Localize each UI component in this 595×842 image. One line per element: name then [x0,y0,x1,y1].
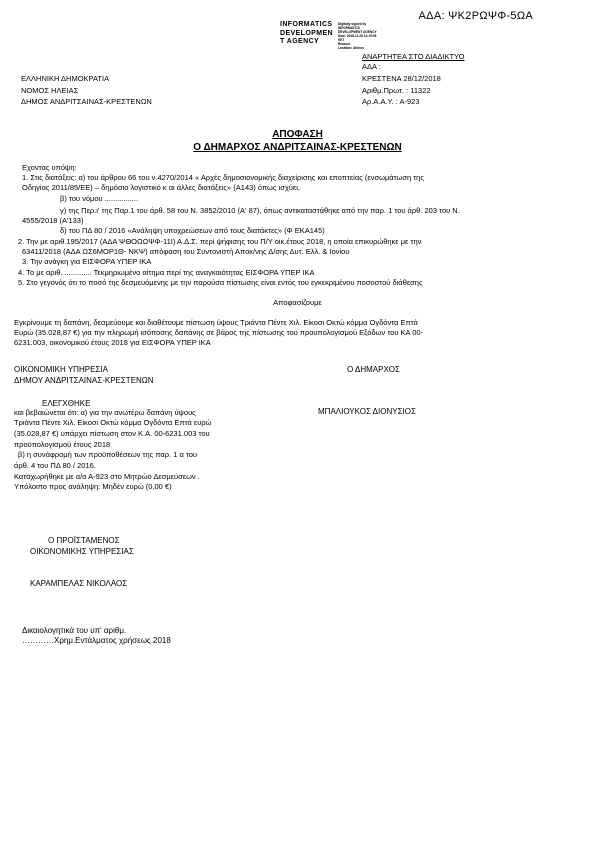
checked-label: ΕΛΕΓΧΘΗΚΕ [42,399,91,408]
head-label: Ο ΠΡΟΪΣΤΑΜΕΝΟΣ [48,536,120,545]
consideration-2-line: 2. Την με αριθ.195/2017 (ΑΔΑ ΨΘΟΩΩΨΦ-11Ι) Α.Δ.Σ. περί ψήφισης του Π/Υ οικ.έτους 2018, η οποία επικυρώθηκε με την [18,237,422,246]
mayor-label: Ο ΔΗΜΑΡΧΟΣ [347,365,400,374]
document-title [0,128,595,141]
document-subtitle [0,141,595,154]
stamp-detail: Location: Athens [338,46,364,50]
stamp-line: INFORMATICS [280,21,333,28]
decision-line: Εγκρίνουμε τη δαπάνη, δεσμεύουμε και διαθέτουμε πίστωση ύψους Τριάντα Πέντε Χιλ. Είκοσι Οκτώ κόμμα Ογδόντα Επτά [14,318,418,327]
ada-header: ΑΔΑ: ΨΚ2ΡΩΨΦ-5ΩΑ [418,10,533,22]
issuer-republic: ΕΛΛΗΝΙΚΗ ΔΗΜΟΚΡΑΤΙΑ [21,74,110,83]
place-date: ΚΡΕΣΤΕΝΑ 28/12/2018 [362,74,441,83]
stamp-detail: Date: 2018.12.28 14:19:09 [338,34,377,38]
consideration-2-line: 63411/2018 (ΑΔΑ ΩΣ6ΜΟΡ1Θ- ΝΚΨ) απόφαση του Συντονιστή Αποκ/νης Δ/σης Δυτ. Ελλ. & Ιονίου [22,247,350,256]
consideration-3: 3. Την ανάγκη για ΕΙΣΦΟΡΑ ΥΠΕΡ ΙΚΑ [22,257,152,266]
stamp-line: T AGENCY [280,38,320,45]
finance-municipality-label: ΔΗΜΟΥ ΑΝΔΡΙΤΣΑΙΝΑΣ-ΚΡΕΣΤΕΝΩΝ [14,376,154,385]
mayor-name: ΜΠΑΛΙΟΥΚΟΣ ΔΙΟΝΥΣΙΟΣ [318,407,416,416]
issuer-municipality: ΔΗΜΟΣ ΑΝΔΡΙΤΣΑΙΝΑΣ-ΚΡΕΣΤΕΝΩΝ [21,97,152,106]
head-name: ΚΑΡΑΜΠΕΛΑΣ ΝΙΚΟΛΑΟΣ [30,579,128,588]
document-title-text: ΑΠΟΦΑΣΗ [272,129,323,140]
consideration-1-line: 4555/2018 (Α'133) [22,216,84,225]
consideration-4: 4. Το με αριθ. ............. Τεκμηριωμένο αίτημα περί της αναγκαιότητας ΕΙΣΦΟΡΑ ΥΠΕΡ ΙΚΑ [18,268,315,277]
footer-supporting-docs: Δικαιολογητικά του υπ' αριθμ. [22,626,127,635]
check-line: (35.028,87 €) υπάρχει πίστωση στον Κ.Α. 00-6231.003 του [14,429,210,438]
check-line: Καταχωρήθηκε με α/α Α-923 στο Μητρώο Δεσμεύσεων . [14,472,200,481]
stamp-detail: DEVELOPMENT AGENCY [338,30,377,34]
stamp-detail: Reason: [338,42,351,46]
consideration-1-line: δ) του ΠΔ 80 / 2016 «Ανάληψη υποχρεώσεων από τους διατάκτες» (Φ ΕΚΑ145) [60,226,325,235]
stamp-line: DEVELOPMEN [280,29,334,37]
issuer-prefecture: ΝΟΜΟΣ ΗΛΕΙΑΣ [21,86,79,95]
consideration-1-line: γ) της Περ.ι' της Παρ.1 του άρθ. 58 του Ν. 3852/2010 (Α' 87), όπως αντικαταστάθηκε από την παρ. 1 του άρθ. 203 του Ν. [60,206,460,215]
decision-line: Ευρώ (35.028,87 €) για την πληρωμή ισόποσης δαπάνης σε βάρος της πίστωσης του προυπολογισμού Εξόδων του ΚΑ 00- [14,328,424,337]
decision-line: 6231.003, οικονομικού έτους 2018 για ΕΙΣΦΟΡΑ ΥΠΕΡ ΙΚΑ [14,338,211,347]
consideration-1-line: 1. Στις διατάξεις: α) του άρθρου 66 του ν.4270/2014 « Αρχές δημοσιονομικής διαχείρισης και εποπτείας (ενσωμάτωση της [22,173,424,182]
check-line: άρθ. 4 του ΠΔ 80 / 2016. [14,461,96,470]
consideration-1-line: β) του νόμου ................ [60,194,139,203]
decide-heading: Αποφασίζουμε [273,298,322,307]
aay-number: Αρ.Α.Α.Υ. : Α-923 [362,97,420,106]
check-line: Υπόλοιπο προς ανάληψη: Μηδέν ευρώ (0,00 €) [14,482,172,491]
posted-online-label: ΑΝΑΡΤΗΤΕΑ ΣΤΟ ΔΙΑΔΙΚΤΥΟ [362,52,465,61]
stamp-detail: INFORMATICS [338,26,360,30]
protocol-number: Αριθμ.Πρωτ. : 11322 [362,86,431,95]
finance-service-label: ΟΙΚΟΝΟΜΙΚΗ ΥΠΗΡΕΣΙΑ [14,365,108,374]
check-line: Τριάντα Πέντε Χιλ. Είκοσι Οκτώ κόμμα Ογδόντα Επτά ευρώ [14,418,212,427]
having-regard-label: Εχοντας υπόψη: [22,163,77,172]
ada-field: ΑΔΑ : [362,62,381,71]
document-subtitle-text: Ο ΔΗΜΑΡΧΟΣ ΑΝΔΡΙΤΣΑΙΝΑΣ-ΚΡΕΣΤΕΝΩΝ [193,142,402,153]
check-line: β) η συνάφρομή των προϋποθέσεων της παρ. 1 α του [18,450,197,459]
stamp-detail: Digitally signed by [338,22,367,26]
check-line: προϋπολογισμού έτους 2018 [14,440,111,449]
stamp-detail: EET [338,38,345,42]
footer-payment-order: …………Χρημ.Εντάλματος χρήσεως 2018 [22,636,171,645]
head-label-service: ΟΙΚΟΝΟΜΙΚΗΣ ΥΠΗΡΕΣΙΑΣ [30,547,134,556]
consideration-1-line: Οδηγίας 2011/85/ΕΕ) – δημόσιο λογιστικό κ αι άλλες διατάξεις» (Α143) όπως ισχύει, [22,183,301,192]
check-line: και βεβαιώνεται ότι: α) για την ανωτέρω δαπάνη ύψους [14,408,196,417]
consideration-5: 5. Στο γεγονός ότι το ποσό της δεσμευόμενης με την παρούσα πίστωσης είναι εντός του εγκεκριμένου ποσοστού διάθεσης [18,278,423,287]
